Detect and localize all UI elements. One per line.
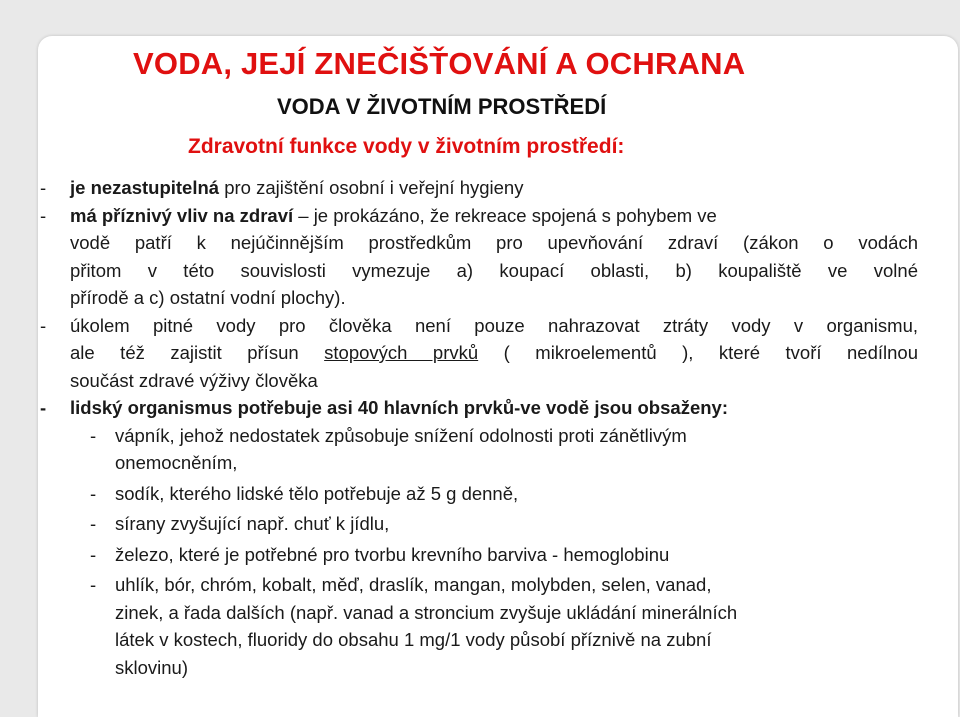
sub-text: látek v kostech, fluoridy do obsahu 1 mg/1 vody působí příznivě na zubní bbox=[115, 629, 712, 650]
sub-dash: - bbox=[90, 513, 97, 534]
subtitle: VODA V ŽIVOTNÍM PROSTŘEDÍ bbox=[277, 94, 607, 119]
sub-dash: - bbox=[90, 482, 97, 504]
sub-dash: - bbox=[90, 574, 97, 595]
list-item bbox=[40, 174, 920, 202]
sub-dash: - bbox=[90, 424, 97, 446]
sub-text: zinek, a řada dalších (např. vanad a stroncium zvyšuje ukládání minerálních bbox=[115, 601, 738, 623]
bullet-text: úkolem pitné vody pro člověka není pouze nahrazovat ztráty vody v organismu, bbox=[70, 314, 918, 336]
sub-list-item bbox=[40, 571, 920, 681]
content-body bbox=[40, 174, 920, 681]
bullet-text: součást zdravé výživy člověka bbox=[70, 369, 318, 391]
sub-text: sklovinu) bbox=[115, 656, 188, 678]
sub-text: uhlík, bór, chróm, kobalt, měď, draslík, mangan, molybden, selen, vanad, bbox=[115, 574, 712, 595]
page-title: VODA, JEJÍ ZNEČIŠŤOVÁNÍ A OCHRANA bbox=[133, 46, 746, 81]
sub-text: sodík, kterého lidské tělo potřebuje až 5 g denně, bbox=[115, 482, 519, 504]
sub-text: železo, které je potřebné pro tvorbu krevního barviva - hemoglobinu bbox=[115, 543, 670, 565]
underlined-term: stopových prvků bbox=[324, 342, 479, 363]
bullet-dash: - bbox=[40, 314, 47, 336]
list-item bbox=[40, 312, 920, 395]
sub-dash: - bbox=[90, 543, 97, 565]
bullet-text: přírodě a c) ostatní vodní plochy). bbox=[70, 287, 346, 308]
bullet-dash: - bbox=[40, 204, 47, 226]
bullet-dash: - bbox=[40, 177, 47, 198]
bullet-text: ( mikroelementů ), které tvoří nedílnou bbox=[478, 342, 918, 363]
bullet-bold-text: je nezastupitelná bbox=[70, 177, 220, 198]
bullet-text: vodě patří k nejúčinnějším prostředkům pro upevňování zdraví (zákon o vodách bbox=[70, 232, 918, 253]
sub-list-item bbox=[40, 480, 920, 508]
bullet-dash: - bbox=[40, 397, 47, 418]
bullet-text: pro zajištění osobní i veřejní hygieny bbox=[219, 177, 524, 198]
bullet-text: ale též zajistit přísun bbox=[70, 342, 325, 363]
sub-list-item bbox=[40, 541, 920, 569]
sub-text: sírany zvyšující např. chuť k jídlu, bbox=[115, 513, 390, 534]
section-heading: Zdravotní funkce vody v životním prostředí: bbox=[188, 135, 625, 158]
list-item bbox=[40, 394, 920, 422]
bullet-text: – je prokázáno, že rekreace spojená s pohybem ve bbox=[293, 204, 717, 226]
sub-list-item bbox=[40, 422, 920, 477]
bullet-bold-text: lidský organismus potřebuje asi 40 hlavních prvků-ve vodě jsou obsaženy: bbox=[70, 397, 728, 418]
sub-text: onemocněním, bbox=[115, 452, 238, 473]
bullet-text: přitom v této souvislosti vymezuje a) koupací oblasti, b) koupaliště ve volné bbox=[70, 259, 918, 281]
sub-list-item bbox=[40, 510, 920, 538]
sub-text: vápník, jehož nedostatek způsobuje snížení odolnosti proti zánětlivým bbox=[115, 424, 687, 446]
list-item bbox=[40, 202, 920, 312]
bullet-bold-text: má příznivý vliv na zdraví bbox=[70, 204, 294, 226]
